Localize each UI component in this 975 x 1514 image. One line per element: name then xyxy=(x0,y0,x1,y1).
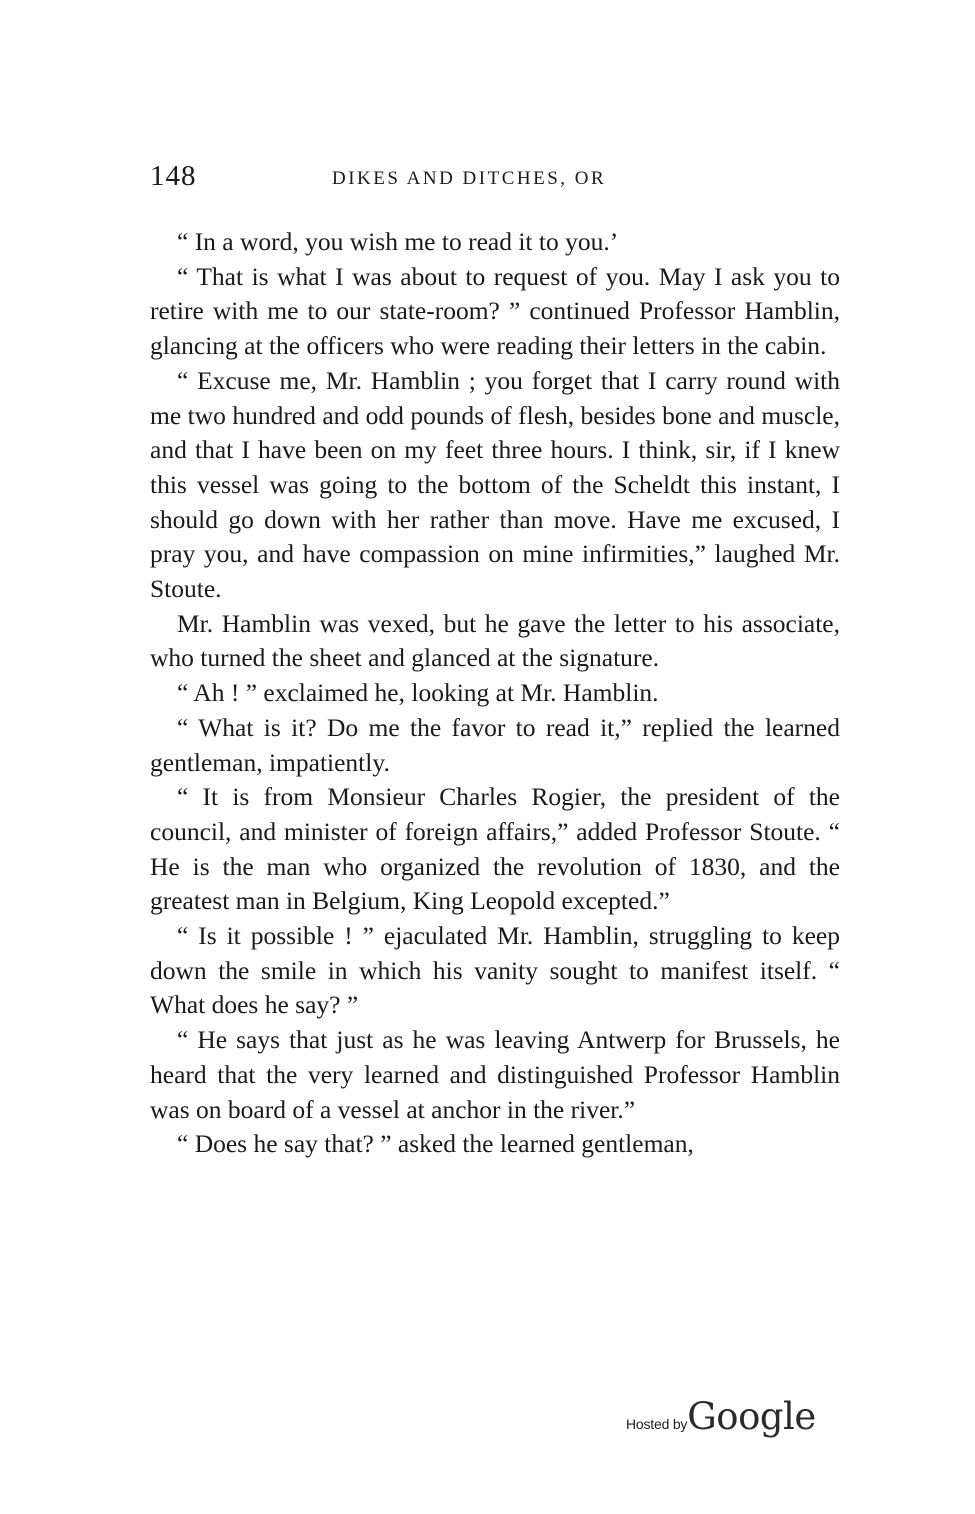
running-head xyxy=(150,160,840,200)
google-logo: Google xyxy=(687,1395,816,1438)
hosted-by-google-mark xyxy=(626,1395,816,1445)
paragraph: “ What is it? Do me the favor to read it,” replied the learned gentleman, impatiently. xyxy=(150,712,840,777)
body-text xyxy=(150,225,840,1162)
paragraph: “ Does he say that? ” asked the learned gentleman, xyxy=(177,1129,694,1159)
page-number: 148 xyxy=(150,160,197,192)
paragraph: “ In a word, you wish me to read it to you.’ xyxy=(177,227,619,256)
paragraph: “ That is what I was about to request of you. May I ask you to retire with me to our state-room? ” continued Professor Hamblin, glancing at the officers who were reading their letters in the cabin. xyxy=(150,261,840,361)
paragraph: “ It is from Monsieur Charles Rogier, the president of the council, and minister of foreign affairs,” added Professor Stoute. “ He is the man who organized the revolution of 1830, and the greatest man in Belgium, King Leopold excepted.” xyxy=(150,782,840,916)
paragraph: “ Ah ! ” exclaimed he, looking at Mr. Hamblin. xyxy=(177,678,659,708)
paragraph: “ He says that just as he was leaving Antwerp for Brussels, he heard that the very learned and distinguished Professor Hamblin was on board of a vessel at anchor in the river.” xyxy=(150,1025,840,1124)
paragraph: “ Is it possible ! ” ejaculated Mr. Hamblin, struggling to keep down the smile in which his vanity sought to manifest itself. “ What does he say? ” xyxy=(150,921,840,1020)
running-title: DIKES AND DITCHES, OR xyxy=(332,168,607,189)
paragraph: “ Excuse me, Mr. Hamblin ; you forget that I carry round with me two hundred and odd pounds of flesh, besides bone and muscle, and that I have been on my feet three hours. I think, sir, if I knew this vessel was going to the bottom of the Scheldt this instant, I should go down with her rather than move. Have me excused, I pray you, and have compassion on mine infirmities,” laughed Mr. Stoute. xyxy=(150,365,840,604)
hosted-by-label: Hosted by xyxy=(626,1416,688,1432)
paragraph: Mr. Hamblin was vexed, but he gave the letter to his associate, who turned the sheet and glanced at the signature. xyxy=(150,608,840,673)
